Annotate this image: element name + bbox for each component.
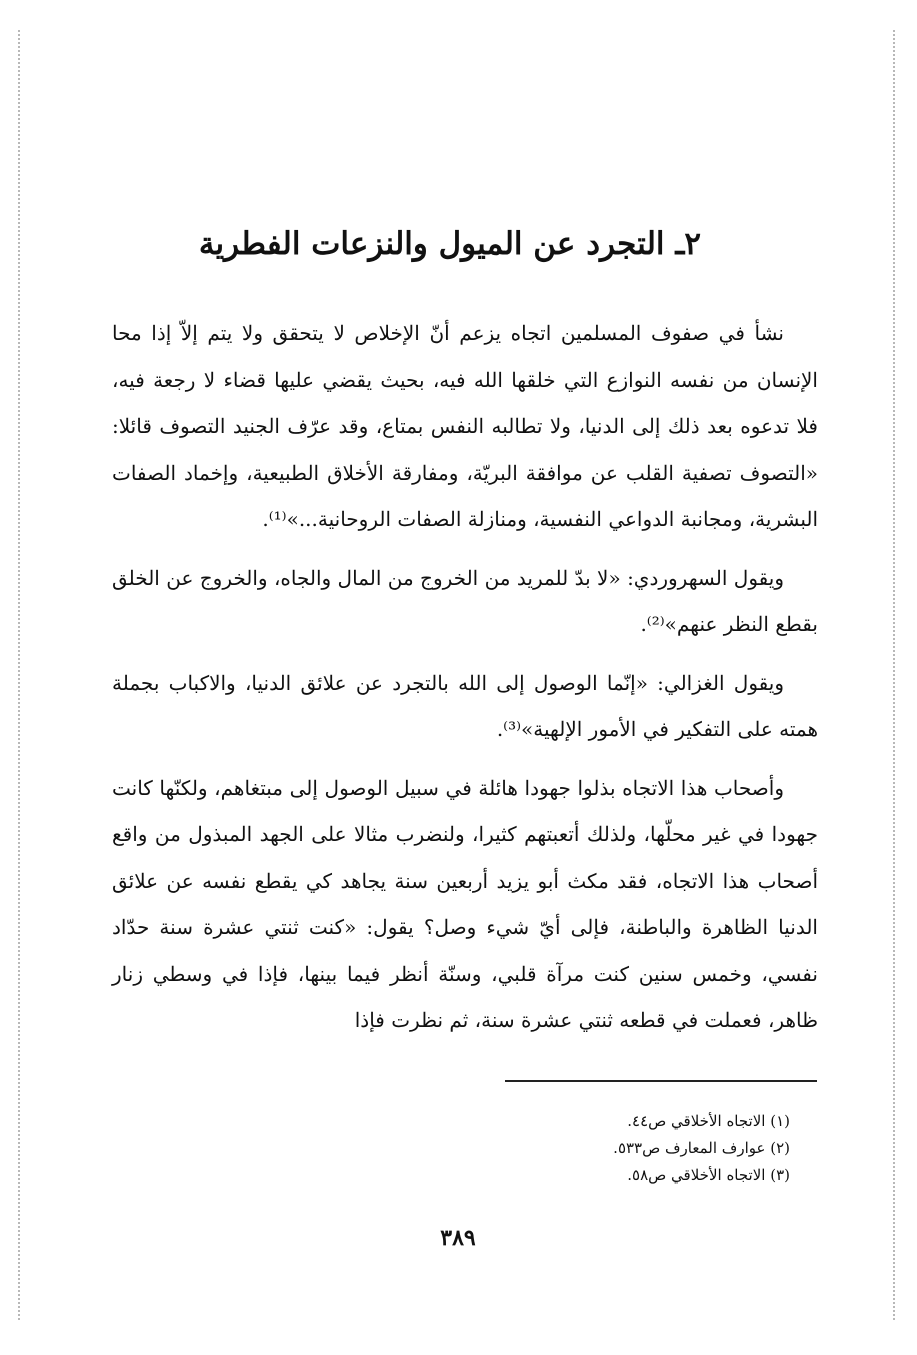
- paragraph-4: وأصحاب هذا الاتجاه بذلوا جهودا هائلة في سبيل الوصول إلى مبتغاهم، ولكنّها كانت جهودا في غير محلّها، ولذلك أتعبتهم كثيرا، ولنضرب مثالا على الجهد المبذول من واقع أصحاب هذا الاتجاه، فقد مكث أبو يزيد أربعين سنة يجاهد كي يقطع نفسه عن علائق الدنيا الظاهرة والباطنة، فإلى أيّ شيء وصل؟ يقول: «كنت ثنتي عشرة سنة حدّاد نفسي، وخمس سنين كنت مرآة قلبي، وسنّة أنظر فيما بينها، فإذا في وسطي زنار ظاهر، فعملت في قطعه ثنتي عشرة سنة، ثم نظرت فإذا: [112, 775, 818, 1032]
- page-number: ٣٨٩: [440, 1225, 476, 1251]
- footnote-3: (٣) الاتجاه الأخلاقي ص٥٨.: [627, 1166, 790, 1184]
- paragraph-2: ويقول السهروردي: «لا بدّ للمريد من الخروج من المال والجاه، والخروج عن الخلق بقطع النظر عنهم»⁽²⁾.: [112, 565, 818, 636]
- body-text: [112, 310, 818, 1044]
- left-margin-dotted-border: [18, 30, 20, 1320]
- footnotes: [480, 1108, 790, 1189]
- paragraph-3: ويقول الغزالي: «إنّما الوصول إلى الله بالتجرد عن علائق الدنيا، والاكباب بجملة همته على التفكير في الأمور الإلهية»⁽³⁾.: [112, 670, 818, 741]
- footnote-divider: [505, 1080, 817, 1082]
- section-title: ٢ـ التجرد عن الميول والنزعات الفطرية: [198, 226, 702, 262]
- footnote-1: (١) الاتجاه الأخلاقي ص٤٤.: [627, 1112, 790, 1130]
- right-margin-dotted-border: [893, 30, 895, 1320]
- paragraph-1: نشأ في صفوف المسلمين اتجاه يزعم أنّ الإخلاص لا يتحقق ولا يتم إلاّ إذا محا الإنسان من نفسه النوازع التي خلقها الله فيه، بحيث يقضي عليها قضاء لا رجعة فيه، فلا تدعوه بعد ذلك إلى الدنيا، ولا تطالبه النفس بمتاع، وقد عرّف الجنيد التصوف قائلا: «التصوف تصفية القلب عن موافقة البريّة، ومفارقة الأخلاق الطبيعية، وإخماد الصفات البشرية، ومجانبة الدواعي النفسية، ومنازلة الصفات الروحانية...»⁽¹⁾.: [112, 321, 818, 531]
- footnote-2: (٢) عوارف المعارف ص٥٣٣.: [613, 1139, 790, 1157]
